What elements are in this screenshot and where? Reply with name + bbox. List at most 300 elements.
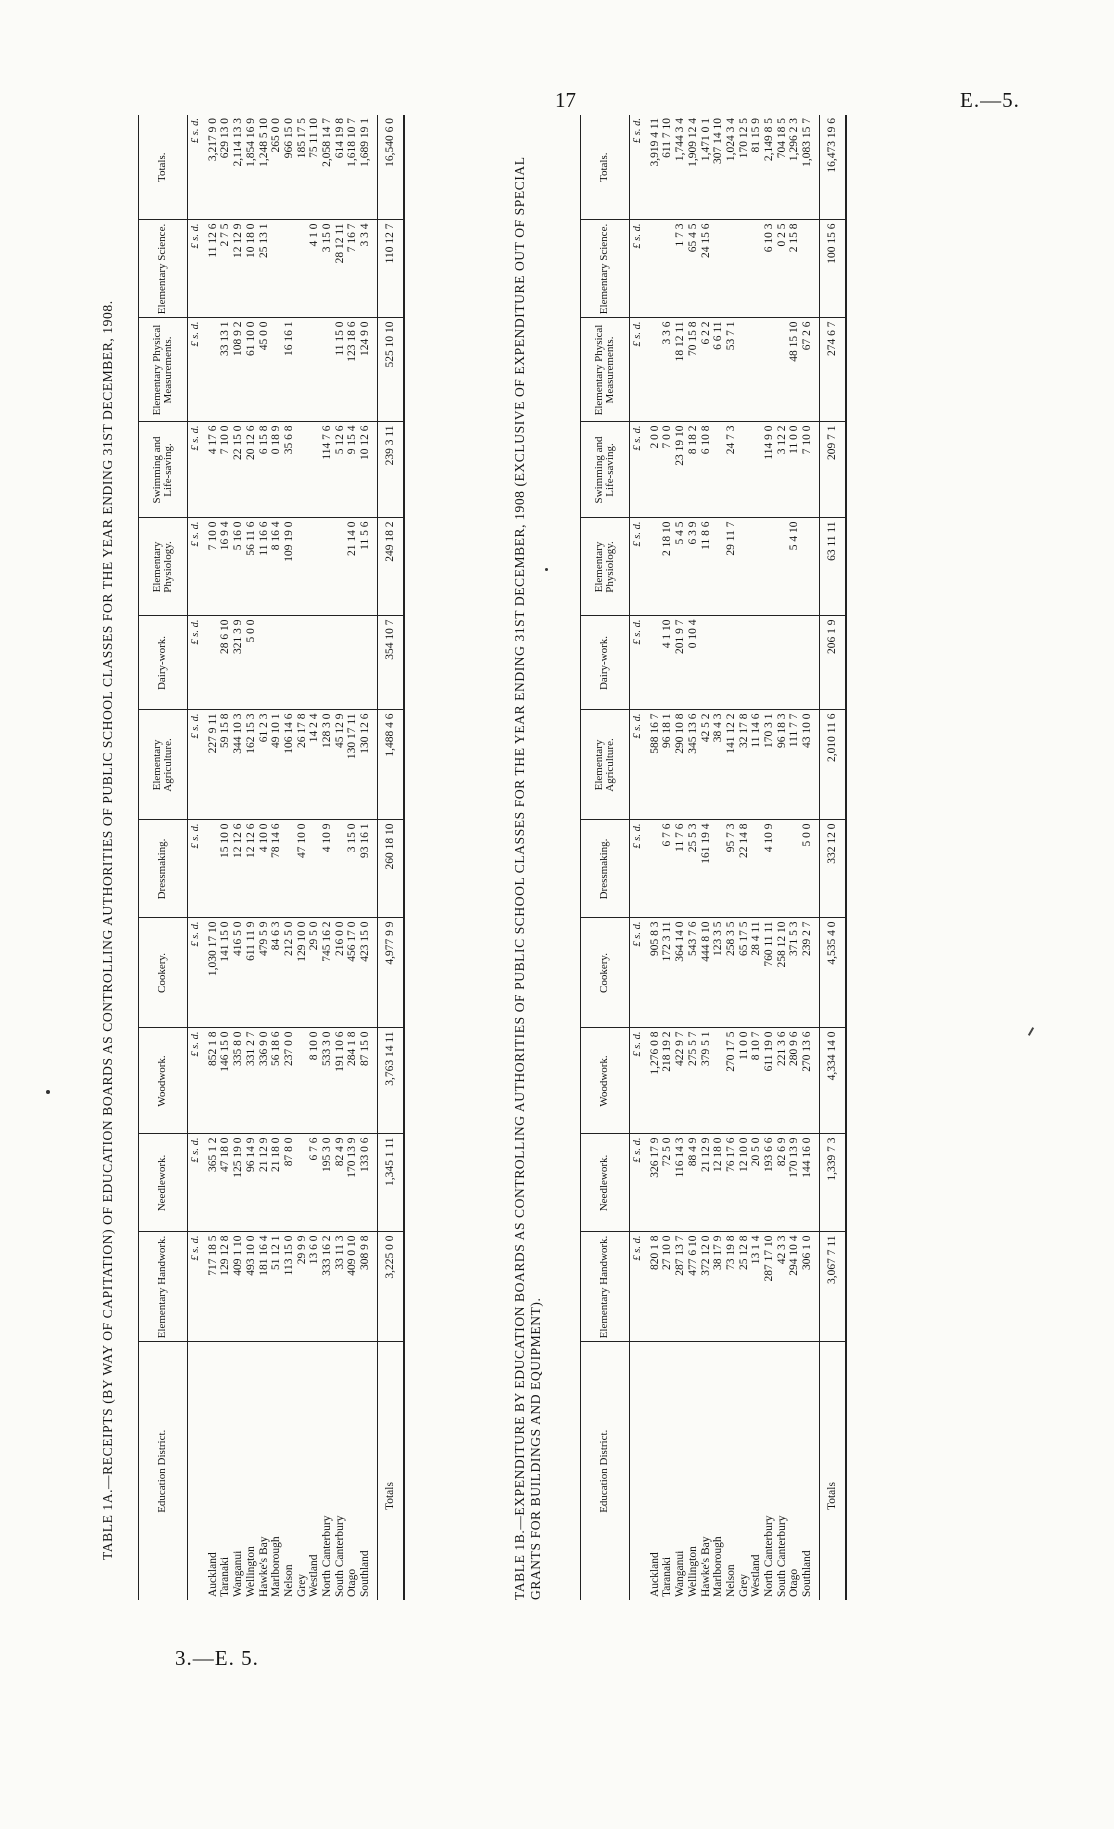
amount-cell (725, 616, 738, 710)
amount-cell: 6 7 6 (661, 820, 674, 918)
amount-cell: 3 3 6 (661, 318, 674, 422)
units-cell: £ s. d. (188, 616, 203, 710)
units-row (188, 115, 203, 1600)
table-1a (139, 115, 404, 1600)
amount-cell (203, 616, 220, 710)
amount-cell: 191 10 6 (334, 1028, 347, 1134)
amount-cell: 43 10 0 (801, 710, 819, 820)
amount-cell (308, 518, 321, 616)
units-cell: £ s. d. (630, 422, 645, 518)
amount-cell: 161 19 4 (700, 820, 713, 918)
amount-cell (700, 616, 713, 710)
amount-cell: 456 17 0 (346, 918, 359, 1028)
amount-cell (346, 616, 359, 710)
amount-cell: 87 15 0 (359, 1028, 377, 1134)
table-row (346, 115, 359, 1600)
amount-cell (712, 616, 725, 710)
totals-label: Totals (377, 1342, 403, 1600)
units-cell (188, 1342, 203, 1600)
amount-cell: 8 18 2 (687, 422, 700, 518)
amount-cell: 239 2 7 (801, 918, 819, 1028)
district-name: Grey (295, 1574, 308, 1597)
amount-cell (776, 318, 789, 422)
district-name: Nelson (724, 1564, 737, 1597)
amount-cell (258, 616, 271, 710)
amount-cell: 170 12 5 (738, 115, 751, 220)
district-name: North Canterbury (321, 1515, 334, 1597)
amount-cell: 23 19 10 (674, 422, 687, 518)
district-name: South Canterbury (775, 1515, 788, 1597)
amount-cell: 704 18 5 (776, 115, 789, 220)
total-cell: 16,540 6 0 (377, 115, 403, 220)
district-name: Wanganui (232, 1550, 245, 1597)
amount-cell: 4 10 9 (763, 820, 776, 918)
amount-cell: 479 5 9 (258, 918, 271, 1028)
amount-cell (763, 318, 776, 422)
amount-cell (750, 820, 763, 918)
amount-cell (763, 518, 776, 616)
district-name: Southland (359, 1550, 372, 1597)
amount-cell: 47 18 0 (219, 1134, 232, 1232)
amount-cell: 221 3 6 (776, 1028, 789, 1134)
amount-cell: 588 16 7 (645, 710, 662, 820)
amount-cell: 130 12 6 (359, 710, 377, 820)
amount-cell: 53 7 1 (725, 318, 738, 422)
column-header: Elementary Agriculture. (139, 710, 188, 820)
amount-cell: 21 14 0 (346, 518, 359, 616)
amount-cell: 0 18 9 (270, 422, 283, 518)
column-header: Cookery. (581, 918, 630, 1028)
amount-cell: 275 5 7 (687, 1028, 700, 1134)
amount-cell: 5 4 5 (674, 518, 687, 616)
amount-cell: 611 11 9 (245, 918, 258, 1028)
amount-cell: 38 17 9 (712, 1232, 725, 1342)
amount-cell: 172 3 11 (661, 918, 674, 1028)
amount-cell: 760 11 11 (763, 918, 776, 1028)
units-cell: £ s. d. (630, 1028, 645, 1134)
table-row (788, 115, 801, 1600)
amount-cell: 3 15 0 (346, 820, 359, 918)
table-row (700, 115, 713, 1600)
total-cell: 4,535 4 0 (819, 918, 845, 1028)
amount-cell: 218 19 2 (661, 1028, 674, 1134)
table-row (308, 115, 321, 1600)
district-name: Otago (788, 1568, 801, 1597)
amount-cell: 270 13 6 (801, 1028, 819, 1134)
units-cell: £ s. d. (188, 518, 203, 616)
amount-cell: 13 1 4 (750, 1232, 763, 1342)
amount-cell: 56 18 6 (270, 1028, 283, 1134)
amount-cell: 111 7 7 (788, 710, 801, 820)
amount-cell: 124 9 0 (359, 318, 377, 422)
amount-cell: 258 3 5 (725, 918, 738, 1028)
units-cell: £ s. d. (630, 220, 645, 318)
amount-cell: 11 12 6 (203, 220, 220, 318)
amount-cell: 7 0 0 (661, 422, 674, 518)
amount-cell: 21 12 9 (258, 1134, 271, 1232)
amount-cell: 33 11 3 (334, 1232, 347, 1342)
column-header: Needlework. (581, 1134, 630, 1232)
district-name: North Canterbury (763, 1515, 776, 1597)
district-name: Nelson (282, 1564, 295, 1597)
table-row (321, 115, 334, 1600)
totals-row (377, 115, 403, 1600)
amount-cell: 8 10 0 (308, 1028, 321, 1134)
amount-cell: 5 4 10 (788, 518, 801, 616)
table-row (219, 115, 232, 1600)
amount-cell: 59 15 8 (219, 710, 232, 820)
amount-cell: 265 0 0 (270, 115, 283, 220)
amount-cell: 21 18 0 (270, 1134, 283, 1232)
amount-cell: 38 4 3 (712, 710, 725, 820)
amount-cell: 1,689 19 1 (359, 115, 377, 220)
district-name: Hawke's Bay (699, 1536, 712, 1597)
table-row (712, 115, 725, 1600)
amount-cell: 6 6 11 (712, 318, 725, 422)
column-header: Elementary Science. (139, 220, 188, 318)
amount-cell: 1,296 2 3 (788, 115, 801, 220)
amount-cell (334, 518, 347, 616)
amount-cell: 321 3 9 (232, 616, 245, 710)
table-row (258, 115, 271, 1600)
column-header: Elementary Science. (581, 220, 630, 318)
amount-cell: 11 15 0 (334, 318, 347, 422)
amount-cell: 7 10 0 (219, 422, 232, 518)
column-header: Swimming and Life-saving. (139, 422, 188, 518)
units-cell: £ s. d. (630, 518, 645, 616)
column-header: Dairy-work. (139, 616, 188, 710)
amount-cell (296, 518, 309, 616)
amount-cell: 109 19 0 (283, 518, 296, 616)
amount-cell: 28 12 11 (334, 220, 347, 318)
amount-cell: 162 15 3 (245, 710, 258, 820)
table-row (661, 115, 674, 1600)
amount-cell (321, 518, 334, 616)
amount-cell: 130 17 11 (346, 710, 359, 820)
amount-cell (334, 820, 347, 918)
district-name: Marlborough (712, 1536, 725, 1597)
units-cell: £ s. d. (630, 1232, 645, 1342)
amount-cell: 129 12 8 (219, 1232, 232, 1342)
column-header: Dressmaking. (139, 820, 188, 918)
amount-cell: 7 10 0 (801, 422, 819, 518)
amount-cell: 1,744 3 4 (674, 115, 687, 220)
total-cell: 525 10 10 (377, 318, 403, 422)
amount-cell (359, 616, 377, 710)
amount-cell (296, 422, 309, 518)
amount-cell (645, 318, 662, 422)
amount-cell: 5 12 6 (334, 422, 347, 518)
amount-cell: 533 3 0 (321, 1028, 334, 1134)
amount-cell: 372 12 0 (700, 1232, 713, 1342)
amount-cell: 416 5 0 (232, 918, 245, 1028)
amount-cell: 364 14 0 (674, 918, 687, 1028)
ink-mark (1028, 1027, 1034, 1036)
amount-cell: 852 1 8 (203, 1028, 220, 1134)
amount-cell: 2 15 8 (788, 220, 801, 318)
amount-cell: 129 10 0 (296, 918, 309, 1028)
total-cell: 4,977 9 9 (377, 918, 403, 1028)
column-header: Elementary Agriculture. (581, 710, 630, 820)
amount-cell: 73 19 8 (725, 1232, 738, 1342)
column-header: Woodwork. (139, 1028, 188, 1134)
amount-cell: 75 11 10 (308, 115, 321, 220)
totals-label: Totals (819, 1342, 845, 1600)
amount-cell: 614 19 8 (334, 115, 347, 220)
amount-cell: 820 1 8 (645, 1232, 662, 1342)
amount-cell: 371 5 3 (788, 918, 801, 1028)
table-row (232, 115, 245, 1600)
table-row (738, 115, 751, 1600)
column-header: Totals. (139, 115, 188, 220)
table-1b (581, 115, 846, 1600)
column-header: Swimming and Life-saving. (581, 422, 630, 518)
amount-cell (661, 220, 674, 318)
amount-cell (801, 518, 819, 616)
total-cell: 274 6 7 (819, 318, 845, 422)
amount-cell (296, 318, 309, 422)
district-name: Westland (308, 1554, 321, 1597)
amount-cell: 6 2 2 (700, 318, 713, 422)
column-header: Elementary Physiology. (139, 518, 188, 616)
amount-cell: 61 10 0 (245, 318, 258, 422)
amount-cell: 4 17 6 (203, 422, 220, 518)
amount-cell (283, 220, 296, 318)
amount-cell: 12 12 9 (232, 220, 245, 318)
amount-cell: 1,024 3 4 (725, 115, 738, 220)
amount-cell (738, 318, 751, 422)
amount-cell (308, 616, 321, 710)
table-row (334, 115, 347, 1600)
amount-cell: 12 10 0 (738, 1134, 751, 1232)
column-header: Cookery. (139, 918, 188, 1028)
amount-cell: 193 6 6 (763, 1134, 776, 1232)
amount-cell (712, 1028, 725, 1134)
amount-cell: 0 10 4 (687, 616, 700, 710)
units-cell: £ s. d. (188, 918, 203, 1028)
amount-cell: 95 7 3 (725, 820, 738, 918)
amount-cell: 1,083 15 7 (801, 115, 819, 220)
district-name: Otago (346, 1568, 359, 1597)
table-row (270, 115, 283, 1600)
amount-cell: 87 8 0 (283, 1134, 296, 1232)
district-name: Auckland (648, 1552, 661, 1597)
total-cell: 3,225 0 0 (377, 1232, 403, 1342)
district-name: South Canterbury (333, 1515, 346, 1597)
amount-cell: 114 7 6 (321, 422, 334, 518)
column-header: Woodwork. (581, 1028, 630, 1134)
total-cell: 16,473 19 6 (819, 115, 845, 220)
amount-cell: 11 8 6 (700, 518, 713, 616)
units-cell: £ s. d. (188, 422, 203, 518)
amount-cell (283, 616, 296, 710)
amount-cell: 11 0 0 (738, 1028, 751, 1134)
amount-cell: 2 18 10 (661, 518, 674, 616)
amount-cell: 47 10 0 (296, 820, 309, 918)
amount-cell (788, 616, 801, 710)
units-cell: £ s. d. (188, 820, 203, 918)
units-cell: £ s. d. (630, 1134, 645, 1232)
units-cell: £ s. d. (188, 1134, 203, 1232)
amount-cell (776, 518, 789, 616)
amount-cell (321, 318, 334, 422)
units-cell: £ s. d. (630, 820, 645, 918)
amount-cell: 116 14 3 (674, 1134, 687, 1232)
amount-cell (334, 616, 347, 710)
amount-cell: 3,217 9 0 (203, 115, 220, 220)
table-row (687, 115, 700, 1600)
amount-cell (725, 220, 738, 318)
units-cell: £ s. d. (630, 918, 645, 1028)
amount-cell: 181 16 4 (258, 1232, 271, 1342)
amount-cell: 4 1 0 (308, 220, 321, 318)
units-cell: £ s. d. (188, 1232, 203, 1342)
amount-cell: 345 13 6 (687, 710, 700, 820)
amount-cell: 133 0 6 (359, 1134, 377, 1232)
column-header: Education District. (581, 1342, 630, 1600)
amount-cell: 16 9 4 (219, 518, 232, 616)
column-header: Elementary Handwork. (581, 1232, 630, 1342)
column-header: Education District. (139, 1342, 188, 1600)
amount-cell: 2,149 8 5 (763, 115, 776, 220)
amount-cell (296, 1134, 309, 1232)
table-1b-caption: TABLE 1B.—EXPENDITURE BY EDUCATION BOARDS AS CONTROLLING AUTHORITIES OF PUBLIC SCHOOL CLASSES FOR THE YEAR ENDING 31ST DECEMBER, 1908 (EXCLUSIVE OF EXPENDITURE OUT OF SPECIAL GRANTS FOR BUILDINGS AND EQUIPMENT). (512, 156, 543, 1600)
amount-cell: 11 7 6 (674, 820, 687, 918)
amount-cell (645, 616, 662, 710)
table-row (283, 115, 296, 1600)
amount-cell: 10 12 6 (359, 422, 377, 518)
total-cell: 209 7 1 (819, 422, 845, 518)
amount-cell: 3,919 4 11 (645, 115, 662, 220)
amount-cell: 1,471 0 1 (700, 115, 713, 220)
total-cell: 63 11 11 (819, 518, 845, 616)
amount-cell: 24 15 6 (700, 220, 713, 318)
amount-cell: 81 15 9 (750, 115, 763, 220)
amount-cell: 326 17 9 (645, 1134, 662, 1232)
amount-cell: 7 10 0 (203, 518, 220, 616)
amount-cell: 611 19 0 (763, 1028, 776, 1134)
amount-cell: 11 16 6 (258, 518, 271, 616)
amount-cell: 72 5 0 (661, 1134, 674, 1232)
amount-cell: 26 17 8 (296, 710, 309, 820)
total-cell: 249 18 2 (377, 518, 403, 616)
amount-cell (308, 318, 321, 422)
table-row (296, 115, 309, 1600)
amount-cell: 18 12 11 (674, 318, 687, 422)
amount-cell: 82 6 9 (776, 1134, 789, 1232)
amount-cell: 258 12 10 (776, 918, 789, 1028)
amount-cell: 287 13 7 (674, 1232, 687, 1342)
amount-cell: 966 15 0 (283, 115, 296, 220)
amount-cell (321, 616, 334, 710)
amount-cell: 477 6 10 (687, 1232, 700, 1342)
amount-cell (296, 1028, 309, 1134)
amount-cell: 6 10 8 (700, 422, 713, 518)
amount-cell (738, 422, 751, 518)
amount-cell: 409 0 10 (346, 1232, 359, 1342)
amount-cell: 28 4 11 (750, 918, 763, 1028)
amount-cell (270, 616, 283, 710)
amount-cell: 611 7 10 (661, 115, 674, 220)
amount-cell: 3 3 4 (359, 220, 377, 318)
amount-cell: 113 15 0 (283, 1232, 296, 1342)
amount-cell: 32 17 8 (738, 710, 751, 820)
amount-cell: 2 7 5 (219, 220, 232, 318)
district-name: Westland (750, 1554, 763, 1597)
amount-cell: 307 14 10 (712, 115, 725, 220)
amount-cell: 280 9 6 (788, 1028, 801, 1134)
amount-cell: 4 1 10 (661, 616, 674, 710)
amount-cell: 123 3 5 (712, 918, 725, 1028)
amount-cell: 6 10 3 (763, 220, 776, 318)
table-row (674, 115, 687, 1600)
amount-cell: 1,248 5 10 (258, 115, 271, 220)
amount-cell: 6 15 8 (258, 422, 271, 518)
column-header: Elementary Physical Measurements. (139, 318, 188, 422)
amount-cell: 84 6 3 (270, 918, 283, 1028)
amount-cell (270, 318, 283, 422)
amount-cell: 409 1 10 (232, 1232, 245, 1342)
amount-cell: 5 0 0 (245, 616, 258, 710)
amount-cell: 16 16 1 (283, 318, 296, 422)
amount-cell: 294 10 4 (788, 1232, 801, 1342)
table-row (203, 115, 220, 1600)
total-cell: 239 3 11 (377, 422, 403, 518)
amount-cell (296, 616, 309, 710)
district-name: Wellington (686, 1546, 699, 1597)
amount-cell: 22 14 8 (738, 820, 751, 918)
amount-cell: 2,114 13 3 (232, 115, 245, 220)
amount-cell: 14 2 4 (308, 710, 321, 820)
amount-cell: 212 5 0 (283, 918, 296, 1028)
amount-cell: 144 16 0 (801, 1134, 819, 1232)
total-cell: 2,010 11 6 (819, 710, 845, 820)
amount-cell: 905 8 3 (645, 918, 662, 1028)
amount-cell: 4 10 9 (321, 820, 334, 918)
amount-cell: 35 6 8 (283, 422, 296, 518)
amount-cell: 96 18 3 (776, 710, 789, 820)
amount-cell: 1 7 3 (674, 220, 687, 318)
amount-cell (283, 820, 296, 918)
units-row (630, 115, 645, 1600)
column-header: Elementary Handwork. (139, 1232, 188, 1342)
total-cell: 110 12 7 (377, 220, 403, 318)
units-cell: £ s. d. (188, 318, 203, 422)
amount-cell: 42 3 3 (776, 1232, 789, 1342)
column-header: Elementary Physical Measurements. (581, 318, 630, 422)
amount-cell: 20 5 0 (750, 1134, 763, 1232)
amount-cell: 379 5 1 (700, 1028, 713, 1134)
amount-cell: 21 12 9 (700, 1134, 713, 1232)
district-name: Hawke's Bay (257, 1536, 270, 1597)
amount-cell: 270 17 5 (725, 1028, 738, 1134)
amount-cell: 78 14 6 (270, 820, 283, 918)
amount-cell (788, 820, 801, 918)
amount-cell: 3 12 2 (776, 422, 789, 518)
amount-cell (750, 220, 763, 318)
totals-row (819, 115, 845, 1600)
total-cell: 3,067 7 11 (819, 1232, 845, 1342)
amount-cell: 56 11 6 (245, 518, 258, 616)
amount-cell: 216 0 0 (334, 918, 347, 1028)
amount-cell: 45 12 9 (334, 710, 347, 820)
amount-cell: 336 9 0 (258, 1028, 271, 1134)
amount-cell: 141 15 0 (219, 918, 232, 1028)
amount-cell (296, 220, 309, 318)
amount-cell (645, 220, 662, 318)
district-name: Taranaki (219, 1556, 232, 1597)
amount-cell: 29 11 7 (725, 518, 738, 616)
